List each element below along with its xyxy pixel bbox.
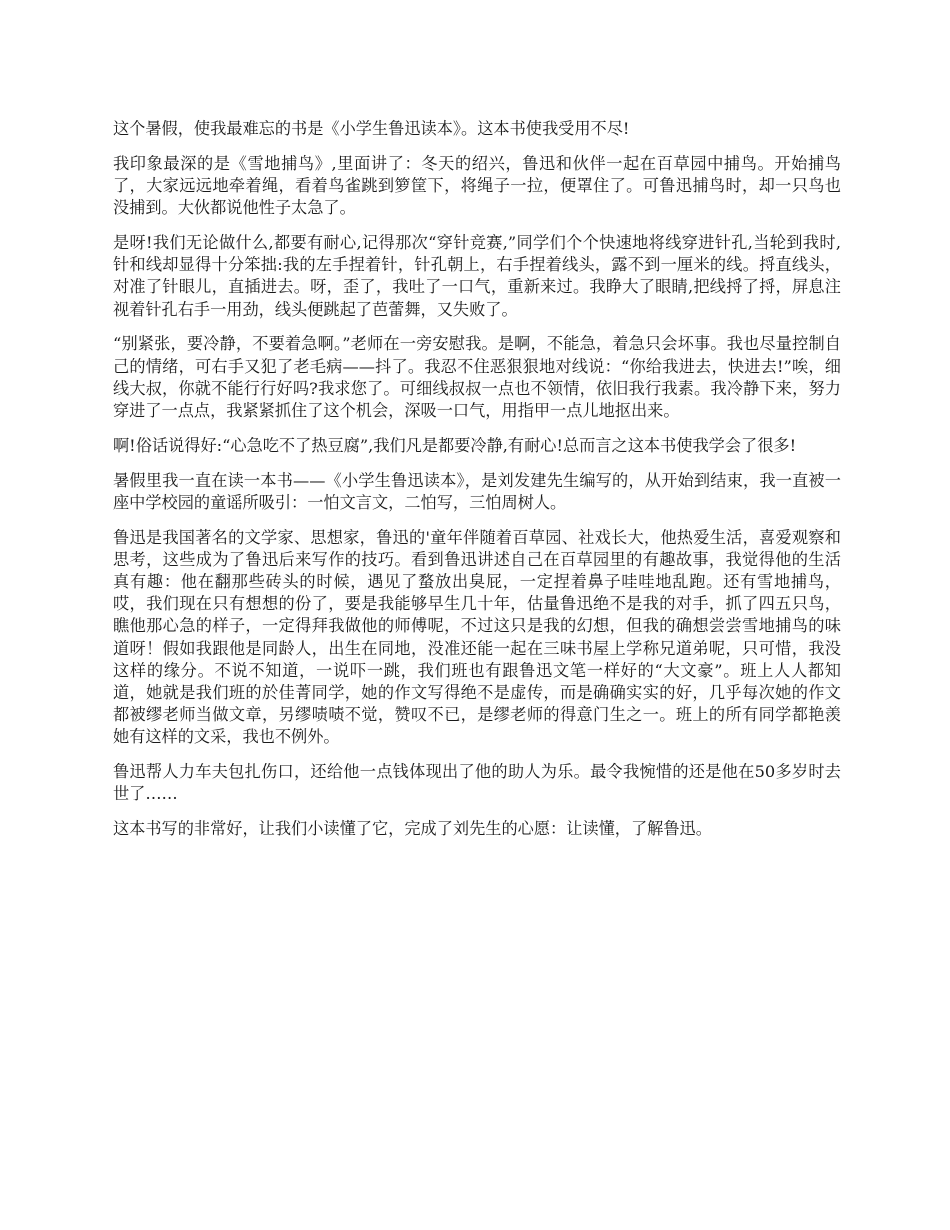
paragraph-2: 我印象最深的是《雪地捕鸟》,里面讲了：冬天的绍兴，鲁迅和伙伴一起在百草园中捕鸟。开始捕鸟了，大家远远地牵着绳，看着鸟雀跳到箩筐下，将绳子一拉，便罩住了。可鲁迅捕鸟时，却一只鸟也没捕到。大伙都说他性子太急了。	[113, 153, 841, 218]
paragraph-7: 鲁迅是我国著名的文学家、思想家，鲁迅的'童年伴随着百草园、社戏长大，他热爱生活，喜爱观察和思考，这些成为了鲁迅后来写作的技巧。看到鲁迅讲述自己在百草园里的有趣故事，我觉得他的生活真有趣：他在翻那些砖头的时候，遇见了蝥放出臭屁，一定捏着鼻子哇哇地乱跑。还有雪地捕鸟，哎，我们现在只有想想的份了，要是我能够早生几十年，估量鲁迅绝不是我的对手，抓了四五只鸟，瞧他那心急的样子，一定得拜我做他的师傅呢，不过这只是我的幻想，但我的确想尝尝雪地捕鸟的味道呀！假如我跟他是同龄人，出生在同地，没准还能一起在三味书屋上学称兄道弟呢，只可惜，我没这样的缘分。不说不知道，一说吓一跳，我们班也有跟鲁迅文笔一样好的“大文豪”。班上人人都知道，她就是我们班的於佳菁同学，她的作文写得绝不是虚传，而是确确实实的好，几乎每次她的作文都被缪老师当做文章，另缪啧啧不觉，赞叹不已，是缪老师的得意门生之一。班上的所有同学都艳羡她有这样的文采，我也不例外。	[113, 527, 841, 747]
document-body	[113, 118, 841, 853]
paragraph-8: 鲁迅帮人力车夫包扎伤口，还给他一点钱体现出了他的助人为乐。最令我惋惜的还是他在50多岁时去世了……	[113, 762, 841, 804]
paragraph-3: 是呀!我们无论做什么,都要有耐心,记得那次“穿针竞赛,”同学们个个快速地将线穿进针孔,当轮到我时,针和线却显得十分笨拙:我的左手捏着针，针孔朝上，右手捏着线头，露不到一厘米的线。捋直线头，对准了针眼儿，直插进去。呀，歪了，我吐了一口气，重新来过。我睁大了眼睛,把线捋了捋，屏息注视着针孔右手一用劲，线头便跳起了芭蕾舞，又失败了。	[113, 233, 841, 319]
paragraph-4: “别紧张，要冷静，不要着急啊。”老师在一旁安慰我。是啊，不能急，着急只会坏事。我也尽量控制自己的情绪，可右手又犯了老毛病——抖了。我忍不住恶狠狠地对线说：“你给我进去，快进去!”唉，细线大叔，你就不能行行好吗?我求您了。可细线叔叔一点也不领情，依旧我行我素。我冷静下来，努力穿进了一点点，我紧紧抓住了这个机会，深吸一口气，用指甲一点儿地抠出来。	[113, 334, 841, 421]
paragraph-9: 这本书写的非常好，让我们小读懂了它，完成了刘先生的心愿：让读懂，了解鲁迅。	[113, 819, 712, 839]
paragraph-6: 暑假里我一直在读一本书——《小学生鲁迅读本》，是刘发建先生编写的，从开始到结束，我一直被一座中学校园的童谣所吸引：一怕文言文，二怕写，三怕周树人。	[113, 470, 841, 512]
paragraph-5: 啊!俗话说得好:“心急吃不了热豆腐”,我们凡是都要冷静,有耐心!总而言之这本书使我学会了很多!	[113, 435, 797, 455]
paragraph-1: 这个暑假，使我最难忘的书是《小学生鲁迅读本》。这本书使我受用不尽!	[113, 119, 630, 138]
